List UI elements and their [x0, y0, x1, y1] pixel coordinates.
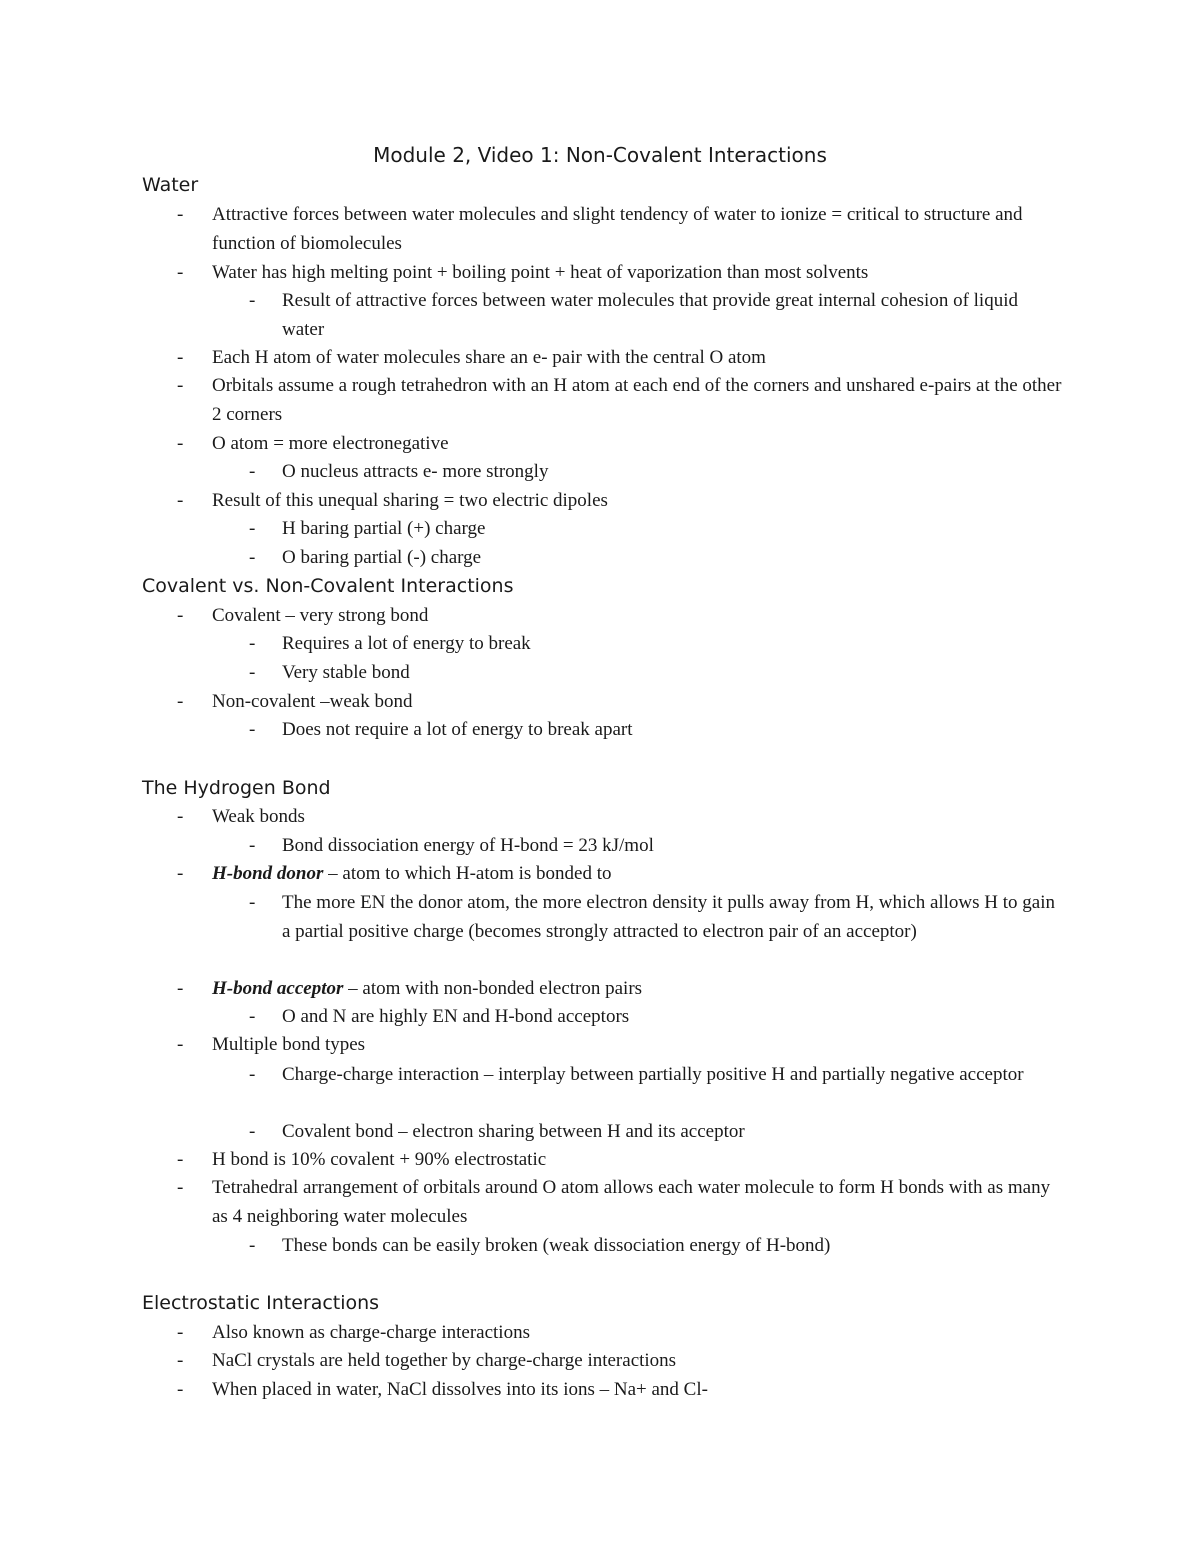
list-item: - H-bond donor – atom to which H-atom is bonded to [177, 863, 612, 884]
list-item: - Bond dissociation energy of H-bond = 23 kJ/mol [249, 835, 654, 856]
list-item: - Water has high melting point + boiling point + heat of vaporization than most solvents [177, 262, 869, 283]
list-item: - Result of attractive forces between water molecules that provide great internal cohesion of liquid water [249, 290, 1018, 340]
list-item: - Covalent bond – electron sharing between H and its acceptor [249, 1121, 745, 1142]
list-item: - Covalent – very strong bond [177, 605, 429, 626]
list-item: - NaCl crystals are held together by charge-charge interactions [177, 1350, 677, 1371]
list-item: - Non-covalent –weak bond [177, 691, 413, 712]
list-item: - Each H atom of water molecules share an e- pair with the central O atom [177, 347, 766, 368]
term-h-bond-acceptor: H-bond acceptor [212, 978, 344, 999]
list-item: - Very stable bond [249, 662, 410, 683]
list-item: - When placed in water, NaCl dissolves into its ions – Na+ and Cl- [177, 1379, 708, 1400]
list-item: - The more EN the donor atom, the more electron density it pulls away from H, which allows H to gain a partial positive charge (becomes strongly attracted to electron pair of an acceptor) [249, 892, 1056, 942]
section-heading-hydrogen-bond: The Hydrogen Bond [142, 777, 331, 799]
list-item: - Result of this unequal sharing = two electric dipoles [177, 490, 608, 511]
page-title: Module 2, Video 1: Non-Covalent Interactions [373, 143, 827, 167]
list-item: - O atom = more electronegative [177, 433, 449, 454]
list-item: - Also known as charge-charge interactions [177, 1322, 530, 1343]
list-item: - O nucleus attracts e- more strongly [249, 461, 549, 482]
list-item: - H-bond acceptor – atom with non-bonded electron pairs [177, 978, 643, 999]
list-item: - H bond is 10% covalent + 90% electrostatic [177, 1149, 547, 1170]
list-item: - Tetrahedral arrangement of orbitals around O atom allows each water molecule to form H bonds with as many as 4 neighboring water molecules [177, 1177, 1051, 1227]
list-item: - Attractive forces between water molecules and slight tendency of water to ionize = critical to structure and function of biomolecules [177, 204, 1023, 254]
list-item: - O baring partial (-) charge [249, 547, 482, 568]
section-heading-covalent: Covalent vs. Non-Covalent Interactions [142, 575, 514, 597]
list-item: - Orbitals assume a rough tetrahedron with an H atom at each end of the corners and unshared e-pairs at the other 2 corners [177, 375, 1062, 425]
term-h-bond-donor: H-bond donor [212, 863, 324, 884]
list-item: - Multiple bond types [177, 1034, 366, 1055]
list-item: - Weak bonds [177, 806, 305, 827]
section-heading-electrostatic: Electrostatic Interactions [142, 1292, 380, 1314]
list-item: - O and N are highly EN and H-bond acceptors [249, 1006, 630, 1027]
list-item: - Requires a lot of energy to break [249, 633, 531, 654]
list-item: - Charge-charge interaction – interplay between partially positive H and partially negative acceptor [249, 1064, 1024, 1085]
list-item: - Does not require a lot of energy to break apart [249, 719, 633, 740]
list-item: - H baring partial (+) charge [249, 518, 486, 539]
section-heading-water: Water [142, 174, 199, 196]
list-item: - These bonds can be easily broken (weak dissociation energy of H-bond) [249, 1235, 831, 1256]
